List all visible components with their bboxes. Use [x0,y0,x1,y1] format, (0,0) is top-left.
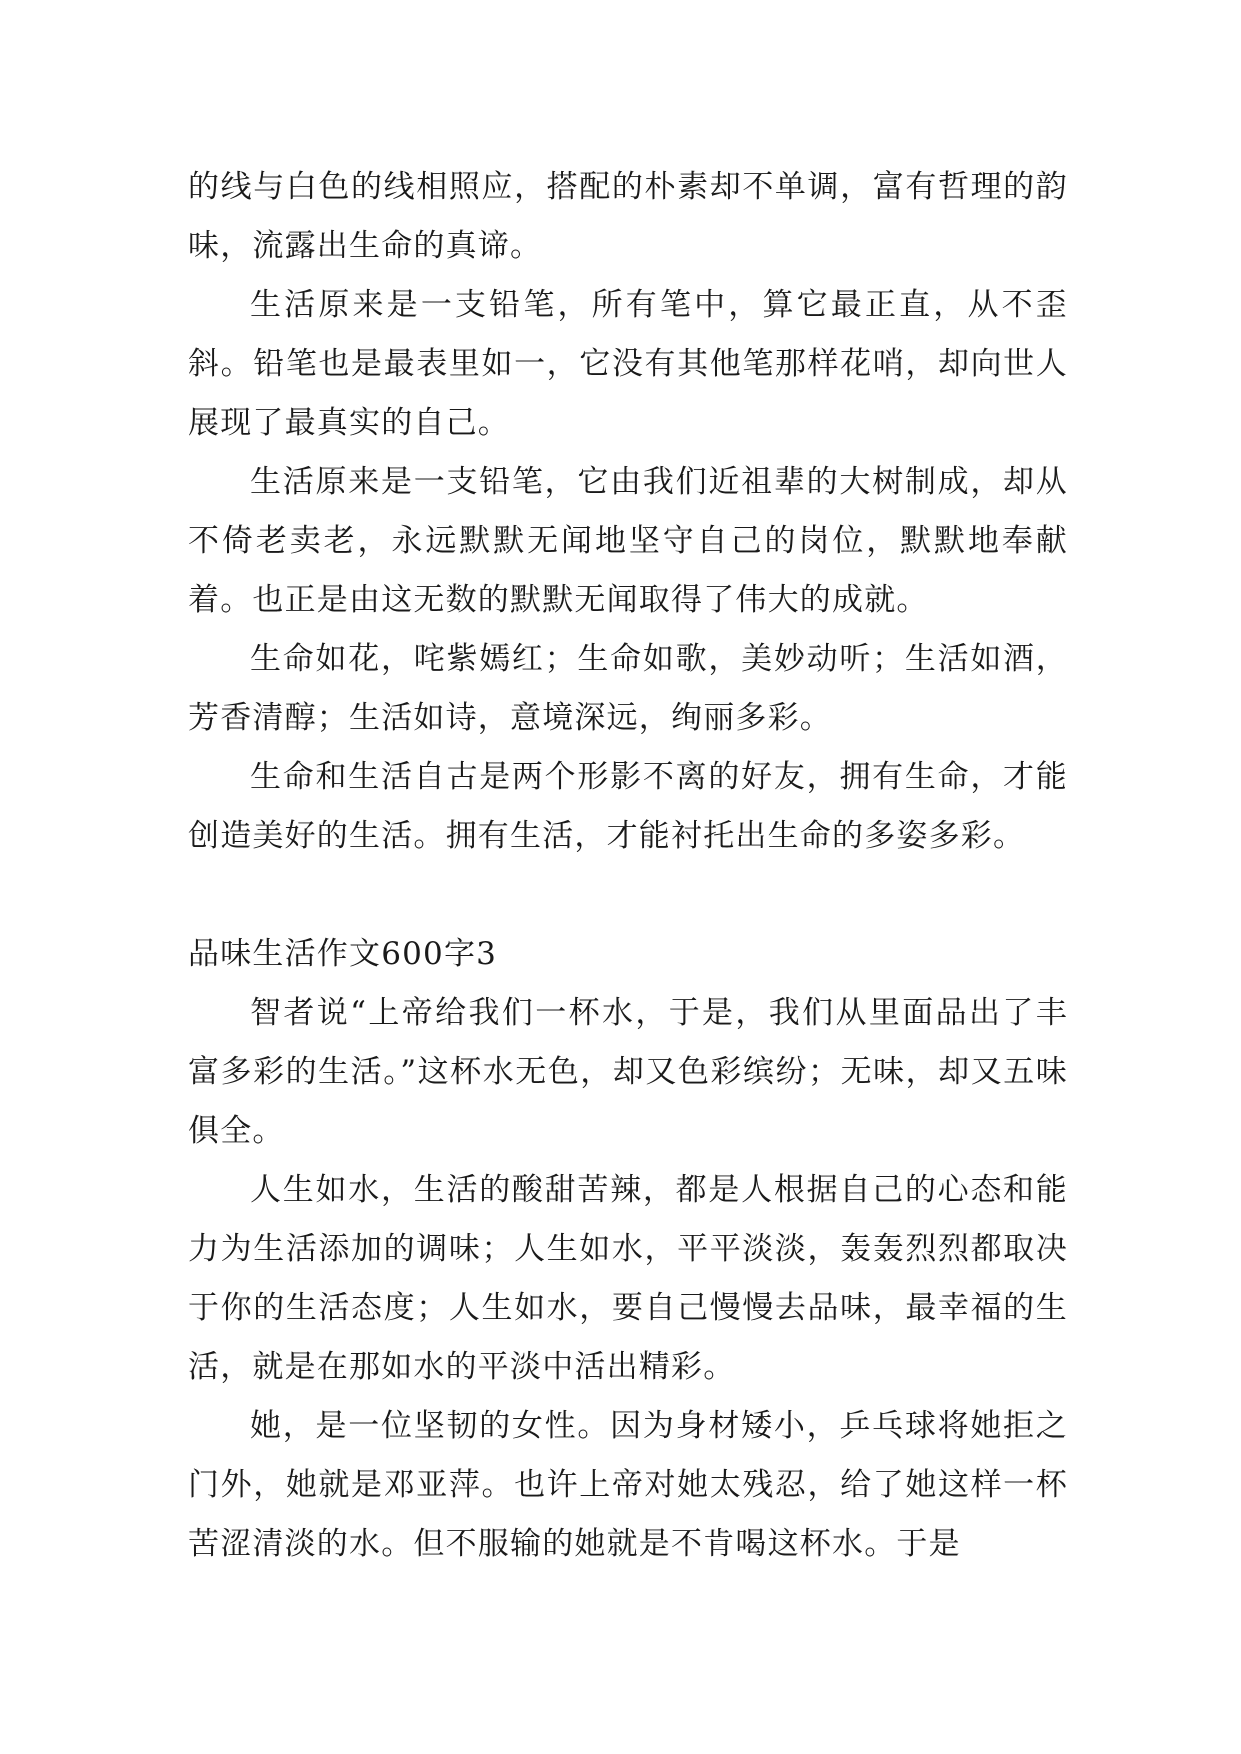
paragraph: 的线与白色的线相照应，搭配的朴素却不单调，富有哲理的韵味，流露出生命的真谛。 [188,169,1068,264]
document-body [188,158,1068,1574]
paragraph: 智者说“上帝给我们一杯水，于是，我们从里面品出了丰富多彩的生活。”这杯水无色，却又色彩缤纷；无味，却又五味俱全。 [188,995,1068,1149]
section-heading: 品味生活作文600字3 [188,936,498,972]
paragraph: 她，是一位坚韧的女性。因为身材矮小，乒乓球将她拒之门外，她就是邓亚萍。也许上帝对她太残忍，给了她这样一杯苦涩清淡的水。但不服输的她就是不肯喝这杯水。于是 [188,1408,1068,1562]
paragraph: 生活原来是一支铅笔，所有笔中，算它最正直，从不歪斜。铅笔也是最表里如一，它没有其他笔那样花哨，却向世人展现了最真实的自己。 [188,287,1068,441]
paragraph: 生命如花，咤紫嫣红；生命如歌，美妙动听；生活如酒，芳香清醇；生活如诗，意境深远，绚丽多彩。 [188,641,1068,736]
paragraph: 人生如水，生活的酸甜苦辣，都是人根据自己的心态和能力为生活添加的调味；人生如水，平平淡淡，轰轰烈烈都取决于你的生活态度；人生如水，要自己慢慢去品味，最幸福的生活，就是在那如水的平淡中活出精彩。 [188,1172,1068,1385]
paragraph: 生命和生活自古是两个形影不离的好友，拥有生命，才能创造美好的生活。拥有生活，才能衬托出生命的多姿多彩。 [188,759,1068,854]
paragraph: 生活原来是一支铅笔，它由我们近祖辈的大树制成，却从不倚老卖老，永远默默无闻地坚守自己的岗位，默默地奉献着。也正是由这无数的默默无闻取得了伟大的成就。 [188,464,1068,618]
